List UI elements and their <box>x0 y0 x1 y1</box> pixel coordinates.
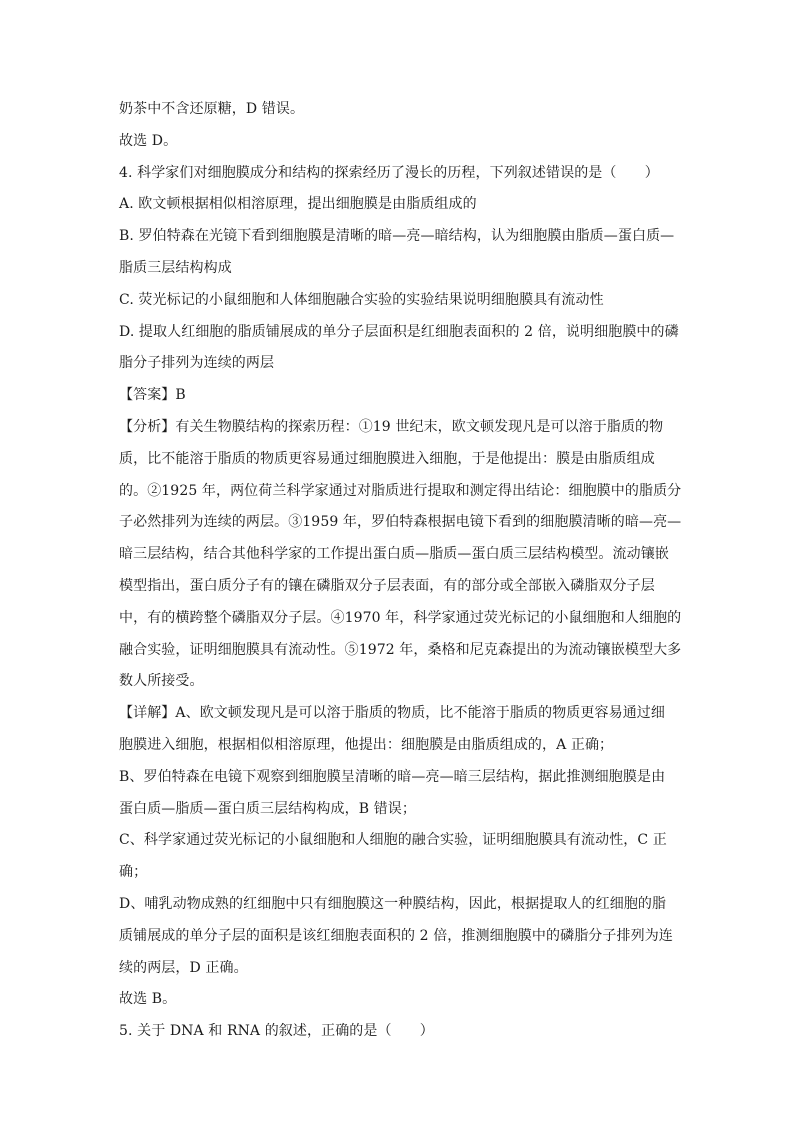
detail-line: 胞膜进入细胞，根据相似相溶原理，他提出：细胞膜是由脂质组成的，A 正确； <box>119 736 614 753</box>
question-5-stem: 5. 关于 DNA 和 RNA 的叙述，正确的是（ ） <box>119 1023 434 1040</box>
conclusion-line: 故选 B。 <box>119 991 177 1008</box>
analysis-line: 暗三层结构，结合其他科学家的工作提出蛋白质—脂质—蛋白质三层结构模型。流动镶嵌 <box>119 546 669 563</box>
question-4-stem: 4. 科学家们对细胞膜成分和结构的探索经历了漫长的历程，下列叙述错误的是（ ） <box>119 164 659 181</box>
analysis-line: 的。②1925 年，两位荷兰科学家通过对脂质进行提取和测定得出结论：细胞膜中的脂质分 <box>119 482 682 499</box>
detail-line: D、哺乳动物成熟的红细胞中只有细胞膜这一种膜结构，因此，根据提取人的红细胞的脂 <box>119 895 667 912</box>
analysis-line: 模型指出，蛋白质分子有的镶在磷脂双分子层表面，有的部分或全部嵌入磷脂双分子层 <box>119 577 655 594</box>
detail-line: 【详解】A、欧文顿发现凡是可以溶于脂质的物质，比不能溶于脂质的物质更容易通过细 <box>119 705 666 722</box>
option-b-cont: 脂质三层结构构成 <box>119 259 232 276</box>
detail-line: 确； <box>119 864 148 881</box>
detail-line: 蛋白质—脂质—蛋白质三层结构构成，B 错误； <box>119 800 416 817</box>
detail-line: B、罗伯特森在电镜下观察到细胞膜呈清晰的暗—亮—暗三层结构，据此推测细胞膜是由 <box>119 768 666 785</box>
detail-line: 质铺展成的单分子层的面积是该红细胞表面积的 2 倍，推测细胞膜中的磷脂分子排列为连 <box>119 927 673 944</box>
option-d: D. 提取人红细胞的脂质铺展成的单分子层面积是红细胞表面积的 2 倍，说明细胞膜中的磷 <box>119 323 679 340</box>
detail-line: C、科学家通过荧光标记的小鼠细胞和人细胞的融合实验，证明细胞膜具有流动性，C 正 <box>119 832 667 849</box>
option-b: B. 罗伯特森在光镜下看到细胞膜是清晰的暗—亮—暗结构，认为细胞膜由脂质—蛋白质— <box>119 228 675 245</box>
option-a: A. 欧文顿根据相似相溶原理，提出细胞膜是由脂质组成的 <box>119 196 477 213</box>
text-line: 奶茶中不含还原糖，D 错误。 <box>119 101 305 117</box>
answer-line: 【答案】B <box>119 387 186 404</box>
document-page <box>119 100 682 1054</box>
analysis-line: 融合实验，证明细胞膜具有流动性。⑤1972 年，桑格和尼克森提出的为流动镶嵌模型大多 <box>119 641 682 658</box>
analysis-line: 【分析】有关生物膜结构的探索历程：①19 世纪末，欧文顿发现凡是可以溶于脂质的物 <box>119 418 664 435</box>
option-c: C. 荧光标记的小鼠细胞和人体细胞融合实验的实验结果说明细胞膜具有流动性 <box>119 291 604 308</box>
analysis-line: 子必然排列为连续的两层。③1959 年，罗伯特森根据电镜下看到的细胞膜清晰的暗—亮— <box>119 514 682 531</box>
analysis-line: 质，比不能溶于脂质的物质更容易通过细胞膜进入细胞，于是他提出：膜是由脂质组成 <box>119 450 655 467</box>
option-d-cont: 脂分子排列为连续的两层 <box>119 355 275 372</box>
text-line: 故选 D。 <box>119 132 178 149</box>
detail-line: 续的两层，D 正确。 <box>119 959 248 976</box>
analysis-line: 数人所接受。 <box>119 673 204 690</box>
analysis-line: 中，有的横跨整个磷脂双分子层。④1970 年，科学家通过荧光标记的小鼠细胞和人细胞的 <box>119 609 682 626</box>
